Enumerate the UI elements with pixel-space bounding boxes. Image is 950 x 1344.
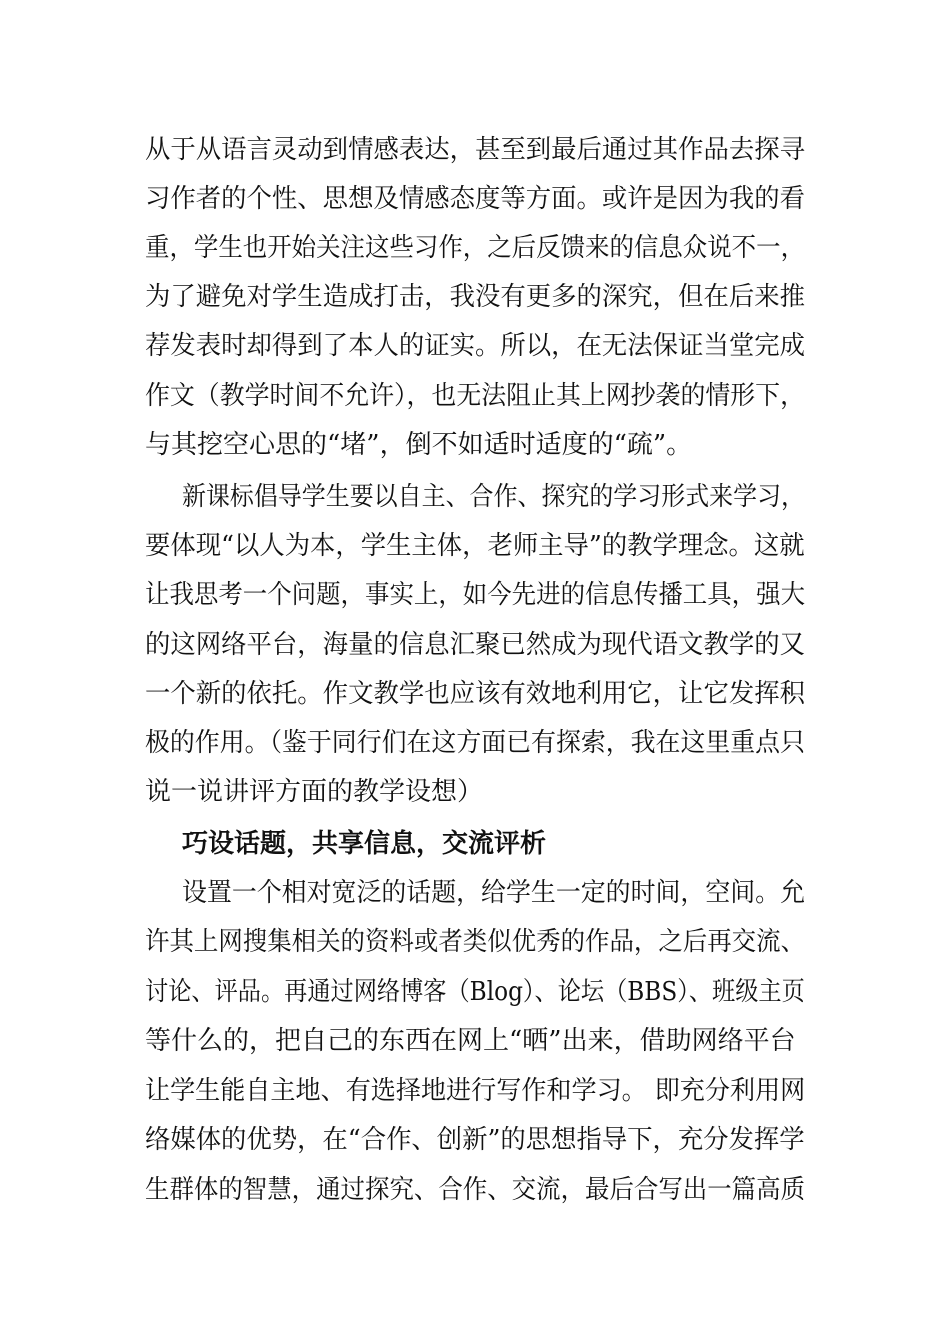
paragraph-line: 与其挖空心思的“堵”，倒不如适时适度的“疏”。 (145, 430, 693, 460)
paragraph-line: 让我思考一个问题，事实上，如今先进的信息传播工具，强大 (145, 580, 806, 610)
paragraph-line: 重，学生也开始关注这些习作，之后反馈来的信息众说不一， (145, 233, 806, 263)
paragraph-line: 极的作用。（鉴于同行们在这方面已有探索，我在这里重点只 (145, 728, 806, 758)
paragraph-line: 从于从语言灵动到情感表达，甚至到最后通过其作品去探寻 (145, 135, 805, 165)
paragraph-line: 等什么的，把自己的东西在网上“晒”出来，借助网络平台 (145, 1026, 796, 1056)
paragraph-line: 作文（教学时间不允许），也无法阻止其上网抄袭的情形下， (145, 381, 806, 411)
paragraph-line: 络媒体的优势，在“合作、创新”的思想指导下，充分发挥学 (145, 1125, 805, 1155)
paragraph-line: 为了避免对学生造成打击，我没有更多的深究，但在后来推 (145, 282, 805, 312)
paragraph-line: 荐发表时却得到了本人的证实。所以，在无法保证当堂完成 (145, 331, 805, 361)
paragraph-line: 新课标倡导学生要以自主、合作、探究的学习形式来学习， (182, 482, 806, 512)
paragraph-line: 设置一个相对宽泛的话题，给学生一定的时间，空间。允 (182, 878, 806, 908)
paragraph-line: 一个新的依托。作文教学也应该有效地利用它，让它发挥积 (145, 679, 805, 709)
paragraph-line: 许其上网搜集相关的资料或者类似优秀的作品，之后再交流、 (145, 927, 806, 957)
paragraph-line: 的这网络平台，海量的信息汇聚已然成为现代语文教学的又 (145, 630, 805, 660)
paragraph-line: 让学生能自主地、有选择地进行写作和学习。 即充分利用网 (145, 1076, 806, 1106)
paragraph-line: 说一说讲评方面的教学设想） (145, 777, 484, 807)
paragraph-line: 讨论、评品。再通过网络博客（Blog）、论坛（BBS）、班级主页 (145, 977, 805, 1007)
section-heading: 巧设话题，共享信息，交流评析 (182, 829, 547, 859)
paragraph-line: 生群体的智慧，通过探究、合作、交流，最后合写出一篇高质 (145, 1175, 806, 1205)
paragraph-line: 要体现“以人为本，学生主体，老师主导”的教学理念。这就 (145, 531, 805, 561)
paragraph-line: 习作者的个性、思想及情感态度等方面。或许是因为我的看 (145, 184, 805, 214)
